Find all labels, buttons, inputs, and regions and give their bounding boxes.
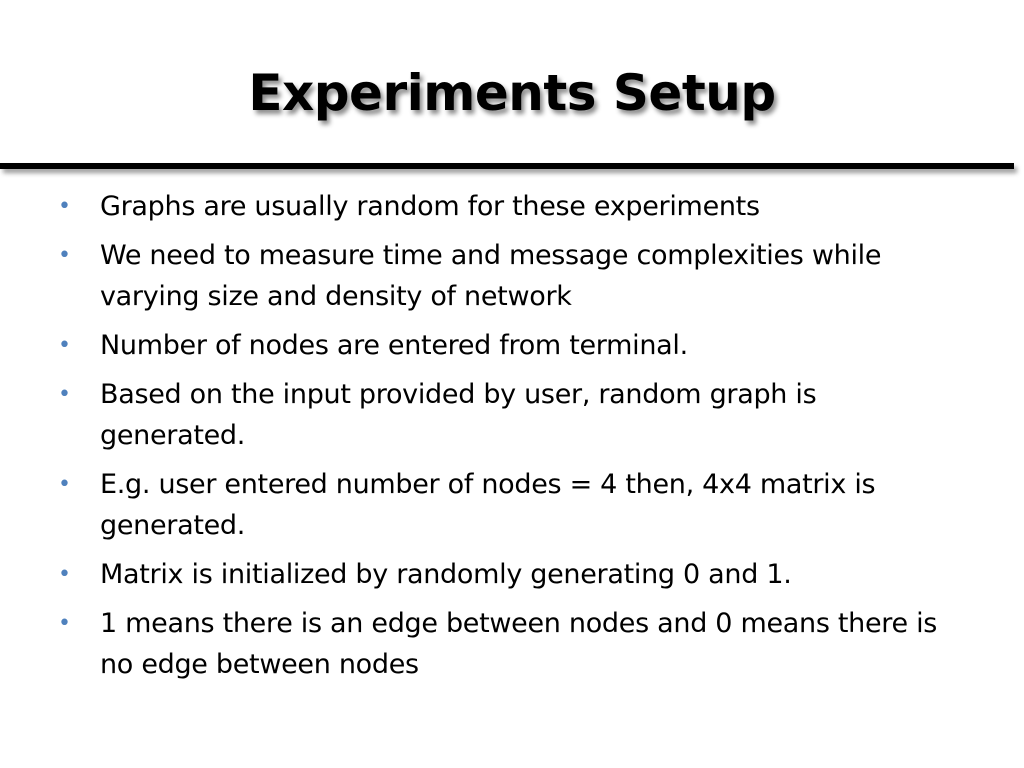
bullet-text: E.g. user entered number of nodes = 4 then, 4x4 matrix is generated.	[100, 469, 876, 541]
bullet-icon: •	[58, 611, 71, 636]
bullet-icon: •	[58, 243, 71, 268]
bullet-text: Graphs are usually random for these experiments	[100, 191, 760, 222]
bullet-item	[58, 554, 958, 595]
bullet-item	[58, 464, 958, 546]
bullet-icon: •	[58, 382, 71, 407]
bullet-icon: •	[58, 562, 71, 587]
bullet-list	[58, 186, 958, 693]
bullet-item	[58, 325, 958, 366]
bullet-item	[58, 186, 958, 227]
slide-title: Experiments Setup	[248, 64, 776, 122]
bullet-text: We need to measure time and message complexities while varying size and density of network	[100, 240, 882, 312]
bullet-text: 1 means there is an edge between nodes and 0 means there is no edge between nodes	[100, 608, 938, 680]
bullet-icon: •	[58, 333, 71, 358]
bullet-item	[58, 235, 958, 317]
bullet-icon: •	[58, 472, 71, 497]
bullet-text: Matrix is initialized by randomly generating 0 and 1.	[100, 559, 792, 590]
bullet-item	[58, 374, 958, 456]
bullet-text: Based on the input provided by user, random graph is generated.	[100, 379, 817, 451]
title-divider	[0, 163, 1014, 169]
bullet-text: Number of nodes are entered from terminal.	[100, 330, 688, 361]
bullet-item	[58, 603, 958, 685]
bullet-icon: •	[58, 194, 71, 219]
